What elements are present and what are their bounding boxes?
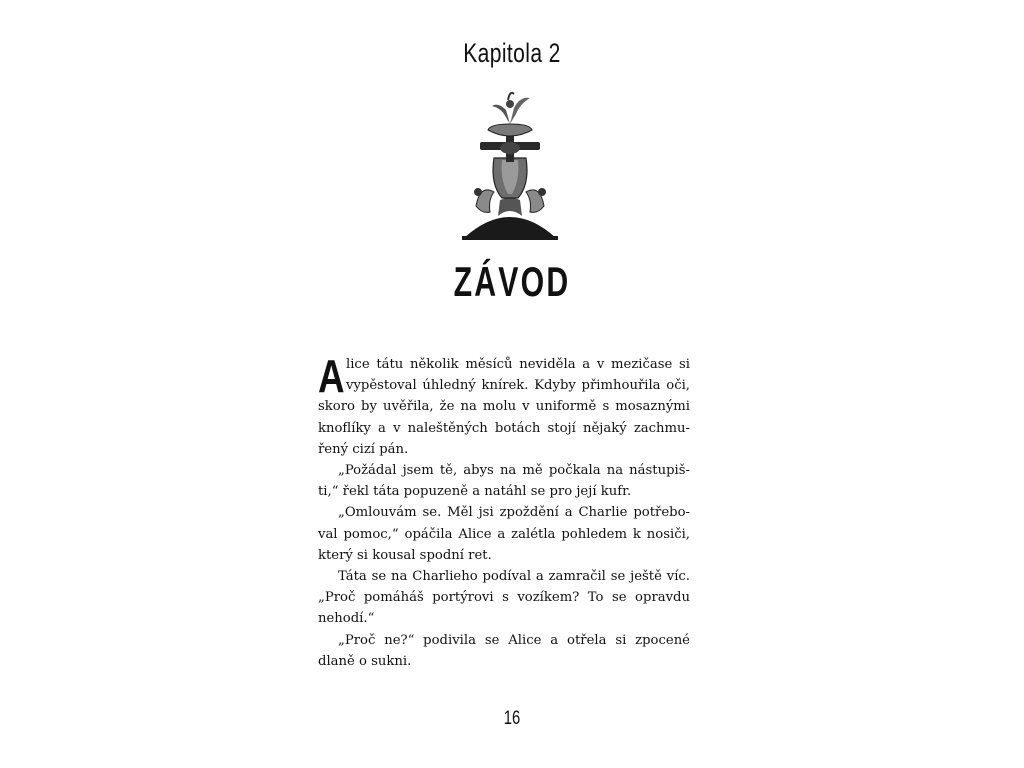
paragraph-1 [318, 350, 690, 460]
ornate-trophy-fountain-icon [458, 88, 562, 248]
paragraph-5: „Proč ne?“ podivila se Alice a otřela si zpocené dlaně o sukni. [318, 632, 690, 669]
paragraph-3: „Omlouvám se. Měl jsi zpoždění a Charlie potřeboval pomoc,“ opáčila Alice a zalétla pohledem k nosiči, který si kousal spodní ret. [318, 505, 690, 563]
paragraph-2: „Požádal jsem tě, abys na mě počkala na nástupišti,“ řekl táta popuzeně a natáhl se pro její kufr. [318, 463, 690, 500]
chapter-text [318, 350, 690, 672]
drop-cap: A [318, 350, 345, 402]
paragraph-4: Táta se na Charlieho podíval a zamračil se ještě víc. „Proč pomáháš portýrovi s vozíkem? To se opravdu nehodí.“ [318, 569, 690, 627]
chapter-title: ZÁVOD [453, 258, 571, 305]
chapter-label: Kapitola 2 [463, 38, 561, 68]
paragraph-1-text: lice tátu několik měsíců neviděla a v mezičase si vypěstoval úhledný knírek. Kdyby přimhouřila oči, skoro by uvěřila, že na molu v uniformě s mosaznými knoflíky a v naleštěných botách stojí nějaký zachmuřený cizí pán. [318, 357, 690, 457]
page-number: 16 [503, 708, 521, 729]
